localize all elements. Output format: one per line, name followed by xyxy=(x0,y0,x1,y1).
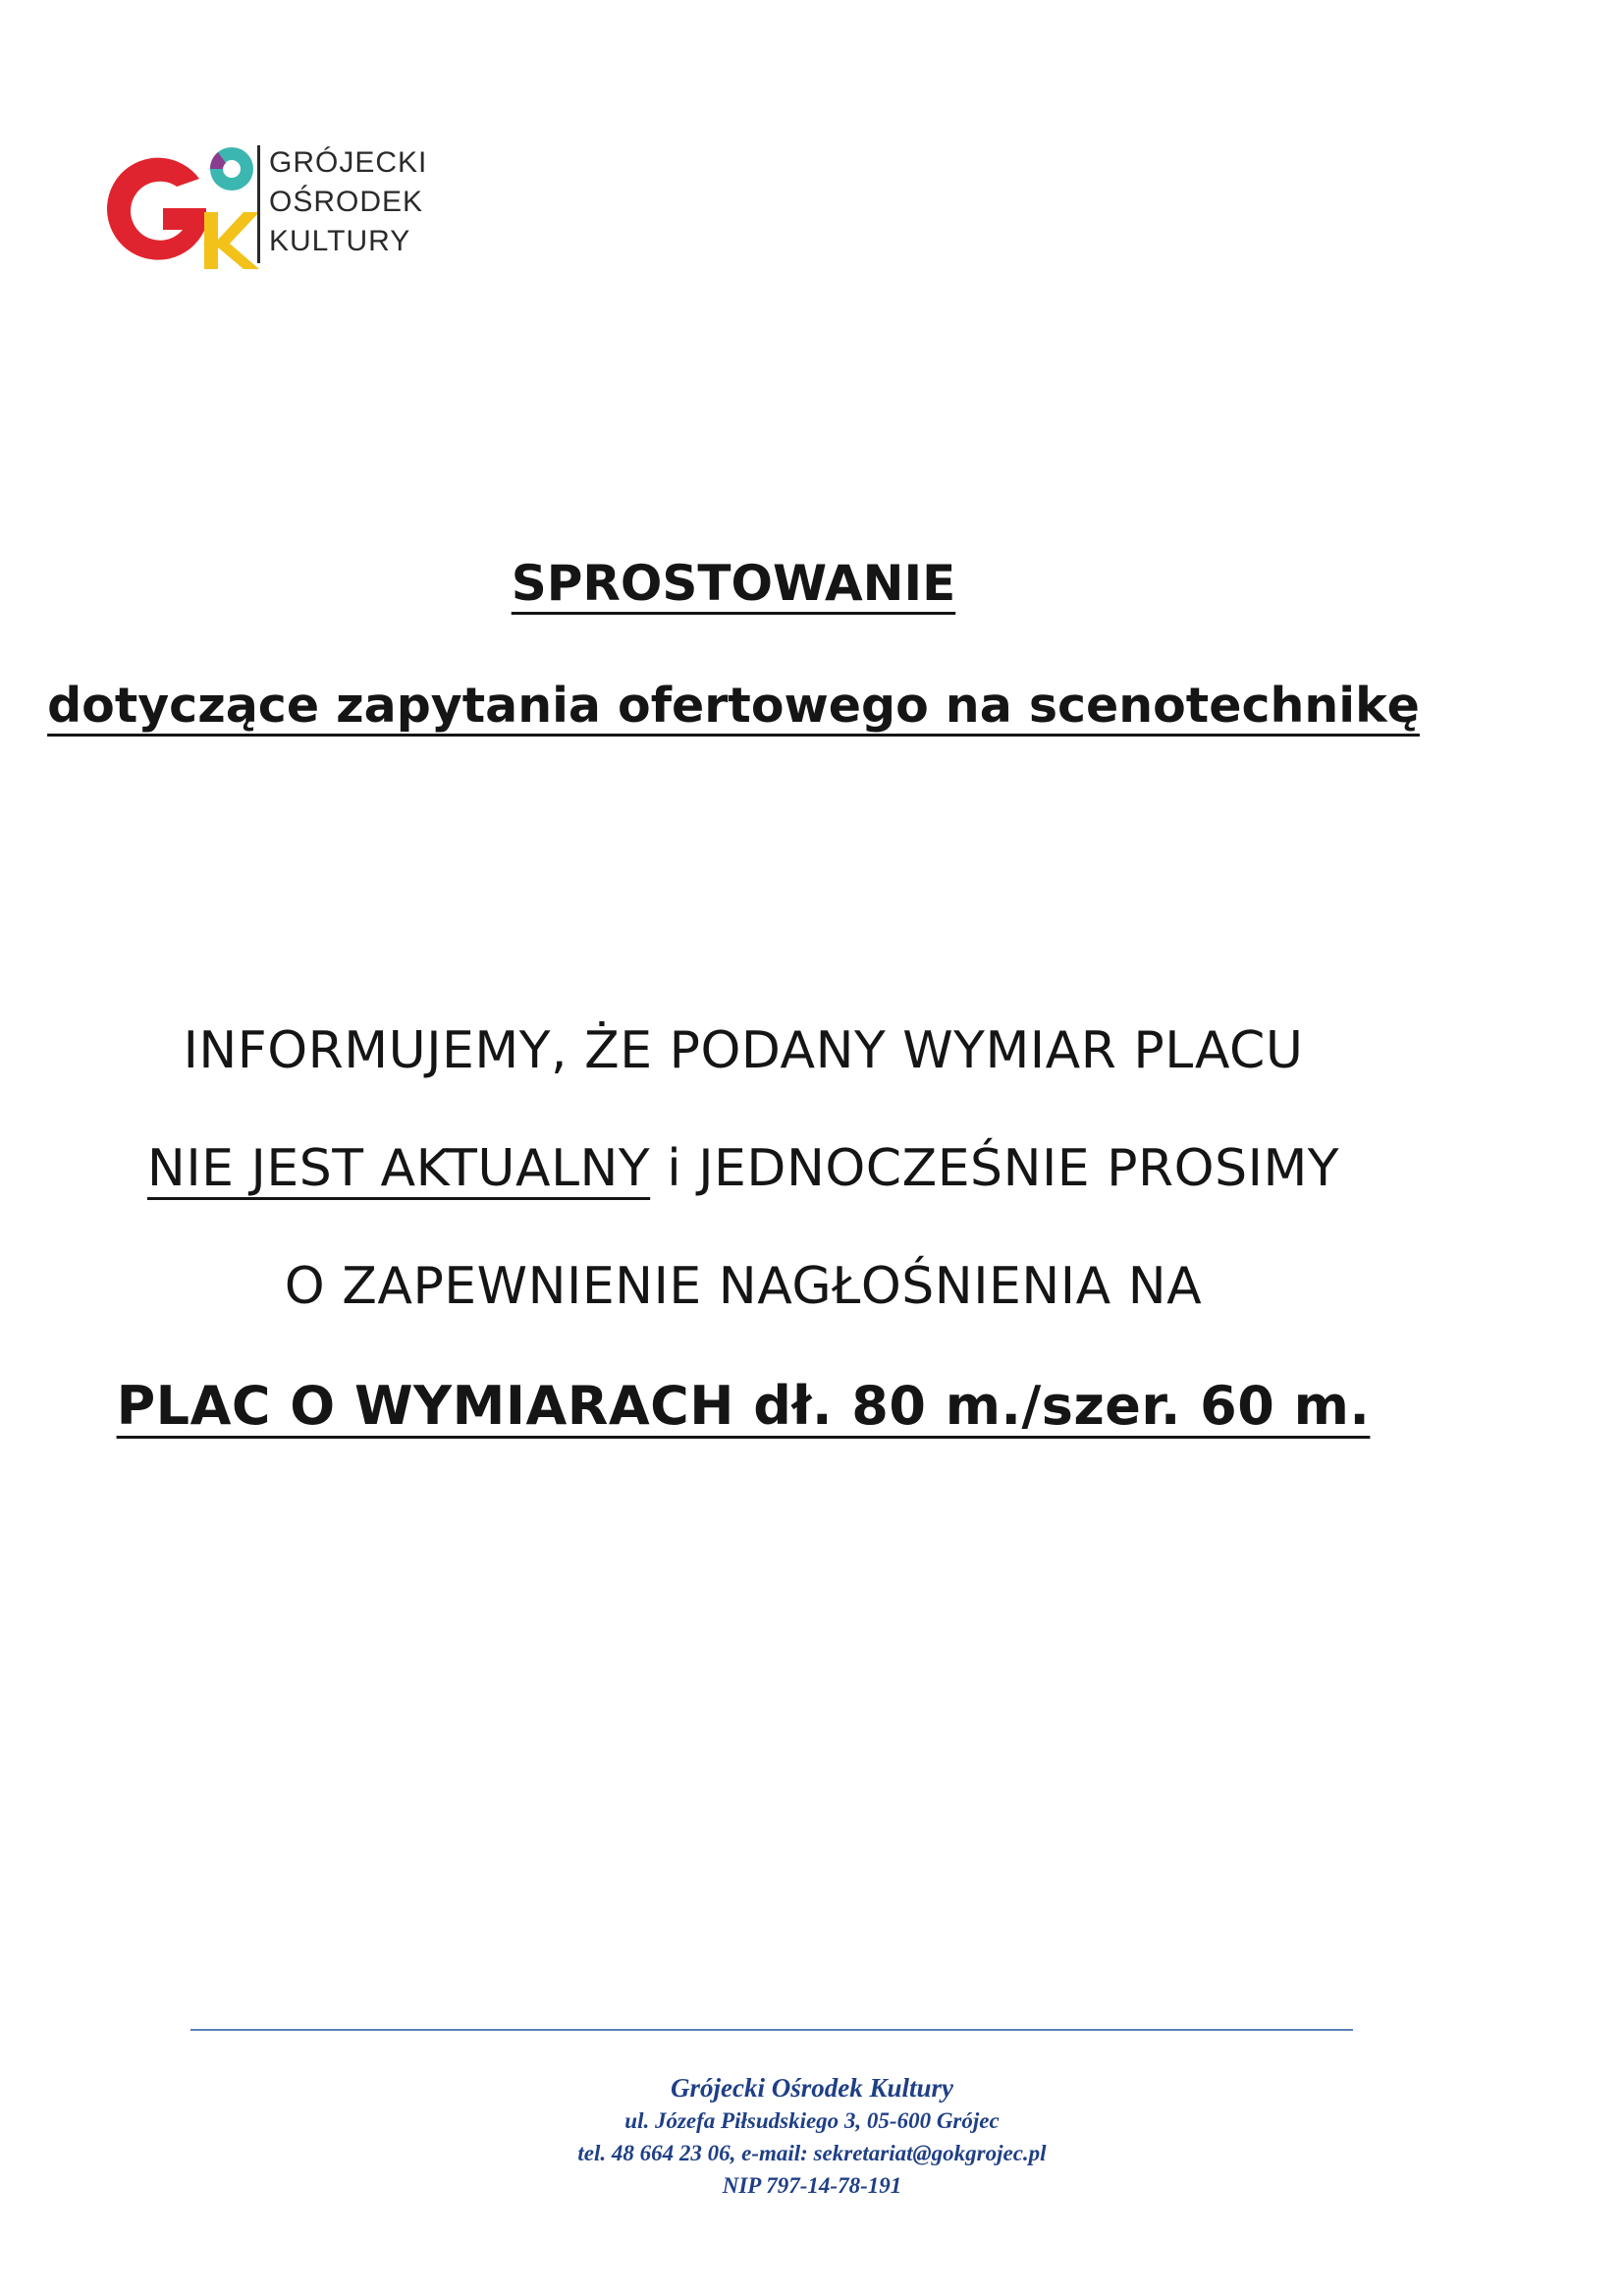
logo-letter-g xyxy=(107,158,206,260)
logo-letter-k xyxy=(204,212,259,269)
logo-wordmark xyxy=(269,143,427,261)
footer-org-name: Grójecki Ośrodek Kultury xyxy=(670,2073,953,2103)
body-line-4 xyxy=(0,1375,1555,1437)
footer-rule xyxy=(190,2029,1353,2031)
gok-logo xyxy=(96,139,450,272)
body-line-2 xyxy=(0,1139,1555,1198)
document-subtitle: dotyczące zapytania ofertowego na scenotechnikę xyxy=(47,678,1420,734)
footer-nip: NIP 797-14-78-191 xyxy=(722,2173,902,2198)
footer xyxy=(0,2072,1624,2202)
body-line-3: O ZAPEWNIENIE NAGŁOŚNIENIA NA xyxy=(284,1257,1203,1316)
not-current-phrase: NIE JEST AKTUALNY xyxy=(146,1139,651,1198)
logo-line-2: OŚRODEK xyxy=(269,186,424,218)
logo-divider xyxy=(257,145,260,263)
logo-line-3: KULTURY xyxy=(269,225,411,257)
body-line-2-rest: i JEDNOCZEŚNIE PROSIMY xyxy=(650,1139,1340,1198)
document-title: SPROSTOWANIE xyxy=(511,555,956,612)
gok-logo-mark xyxy=(96,139,263,272)
logo-line-1: GRÓJECKI xyxy=(269,146,428,179)
body-line-1: INFORMUJEMY, ŻE PODANY WYMIAR PLACU xyxy=(183,1021,1304,1080)
footer-contact: tel. 48 664 23 06, e-mail: sekretariat@gokgrojec.pl xyxy=(577,2141,1047,2165)
plac-dimensions: PLAC O WYMIARACH dł. 80 m./szer. 60 m. xyxy=(116,1375,1371,1437)
footer-address: ul. Józefa Piłsudskiego 3, 05-600 Grójec xyxy=(624,2108,1000,2133)
